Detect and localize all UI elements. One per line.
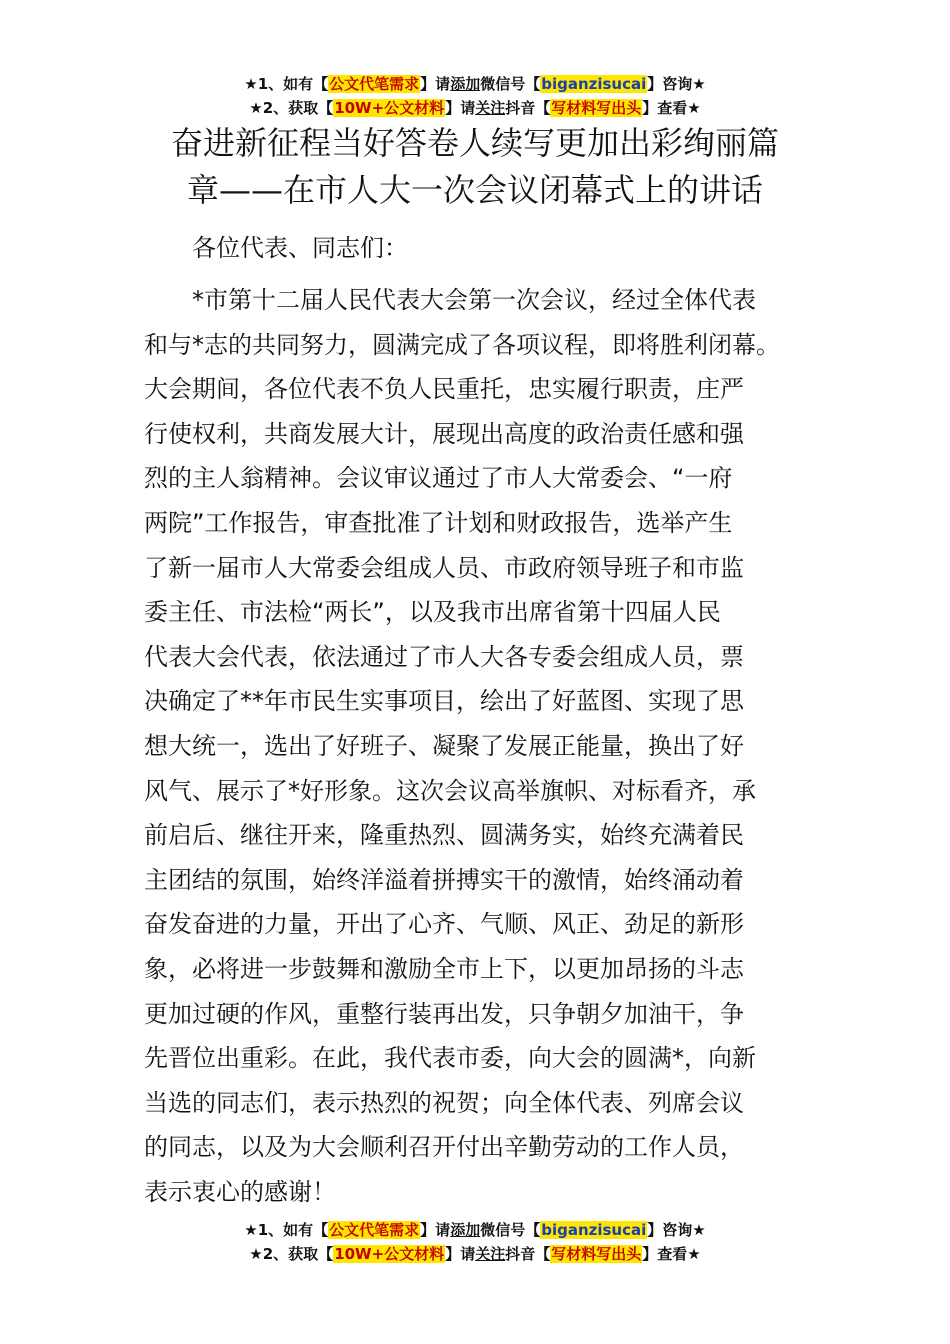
promo-text: ★1、如有【: [244, 75, 329, 93]
body-line: 委主任、市法检“两长”，以及我市出席省第十四届人民: [144, 598, 721, 627]
salutation: 各位代表、同志们：: [192, 234, 408, 262]
body-line: 象，必将进一步鼓舞和激励全市上下，以更加昂扬的斗志: [144, 954, 744, 983]
promo-highlight: 10W+公文材料: [334, 1245, 445, 1263]
title-line-1: 奋进新征程当好答卷人续写更加出彩绚丽篇: [170, 124, 779, 162]
promo-highlight: 公文代笔需求: [329, 75, 420, 93]
body-line: 更加过硬的作风，重整行装再出发，只争朝夕加油干，争: [144, 999, 744, 1028]
promo-emphasis: 添加: [450, 75, 481, 93]
body-line: 当选的同志们，表示热烈的祝贺；向全体代表、列席会议: [144, 1088, 744, 1117]
body-line: 了新一届市人大常委会组成人员、市政府领导班子和市监: [144, 553, 744, 582]
body-line: 奋发奋进的力量，开出了心齐、气顺、风正、劲足的新形: [144, 910, 744, 939]
body-line: 烈的主人翁精神。会议审议通过了市人大常委会、“一府: [144, 464, 733, 493]
body-paragraph: [144, 278, 816, 1214]
promo-banner-top: [0, 72, 950, 120]
promo-line-1: [0, 1218, 950, 1242]
douyin-id-highlight: 写材料写出头: [551, 99, 642, 117]
wechat-id-highlight: biganzisucai: [541, 75, 647, 93]
promo-text: 】咨询★: [647, 1221, 706, 1239]
promo-text: 抖音【: [505, 99, 551, 117]
body-line: 先晋位出重彩。在此，我代表市委，向大会的圆满*，向新: [144, 1044, 756, 1073]
promo-text: 】请: [445, 1245, 476, 1263]
promo-text: 微信号【: [480, 75, 541, 93]
document-title: [140, 120, 810, 214]
body-line: 代表大会代表，依法通过了市人大各专委会组成人员，票: [144, 642, 744, 671]
body-line: 决确定了**年市民生实事项目，绘出了好蓝图、实现了思: [144, 687, 744, 716]
promo-emphasis: 关注: [475, 99, 506, 117]
douyin-id-highlight: 写材料写出头: [551, 1245, 642, 1263]
body-line: 行使权利，共商发展大计，展现出高度的政治责任感和强: [144, 419, 744, 448]
promo-emphasis: 添加: [450, 1221, 481, 1239]
promo-text: 】请: [420, 75, 451, 93]
wechat-id-highlight: biganzisucai: [541, 1221, 647, 1239]
promo-text: 抖音【: [505, 1245, 551, 1263]
promo-text: 】请: [420, 1221, 451, 1239]
promo-text: ★1、如有【: [244, 1221, 329, 1239]
promo-banner-bottom: [0, 1218, 950, 1266]
body-line: 风气、展示了*好形象。这次会议高举旗帜、对标看齐，承: [144, 776, 756, 805]
body-line: 大会期间，各位代表不负人民重托，忠实履行职责，庄严: [144, 375, 744, 404]
body-line: 和与*志的共同努力，圆满完成了各项议程，即将胜利闭幕。: [144, 330, 780, 359]
promo-highlight: 10W+公文材料: [334, 99, 445, 117]
promo-text: ★2、获取【: [249, 99, 334, 117]
promo-text: 微信号【: [480, 1221, 541, 1239]
promo-line-2: [0, 1242, 950, 1266]
body-line: *市第十二届人民代表大会第一次会议，经过全体代表: [144, 286, 756, 314]
body-line: 的同志，以及为大会顺利召开付出辛勤劳动的工作人员，: [144, 1133, 744, 1162]
promo-text: 】查看★: [642, 99, 701, 117]
body-line: 前启后、继往开来，隆重热烈、圆满务实，始终充满着民: [144, 821, 744, 850]
title-line-2: 章——在市人大一次会议闭幕式上的讲话: [186, 171, 763, 209]
promo-text: ★2、获取【: [249, 1245, 334, 1263]
promo-text: 】请: [445, 99, 476, 117]
promo-text: 】咨询★: [647, 75, 706, 93]
promo-line-1: [0, 72, 950, 96]
promo-text: 】查看★: [642, 1245, 701, 1263]
body-line: 主团结的氛围，始终洋溢着拼搏实干的激情，始终涌动着: [144, 865, 744, 894]
body-line: 表示衷心的感谢！: [144, 1177, 336, 1206]
body-line: 两院”工作报告，审查批准了计划和财政报告，选举产生: [144, 508, 733, 537]
promo-emphasis: 关注: [475, 1245, 506, 1263]
body-line: 想大统一，选出了好班子、凝聚了发展正能量，换出了好: [144, 731, 744, 760]
promo-highlight: 公文代笔需求: [329, 1221, 420, 1239]
promo-line-2: [0, 96, 950, 120]
